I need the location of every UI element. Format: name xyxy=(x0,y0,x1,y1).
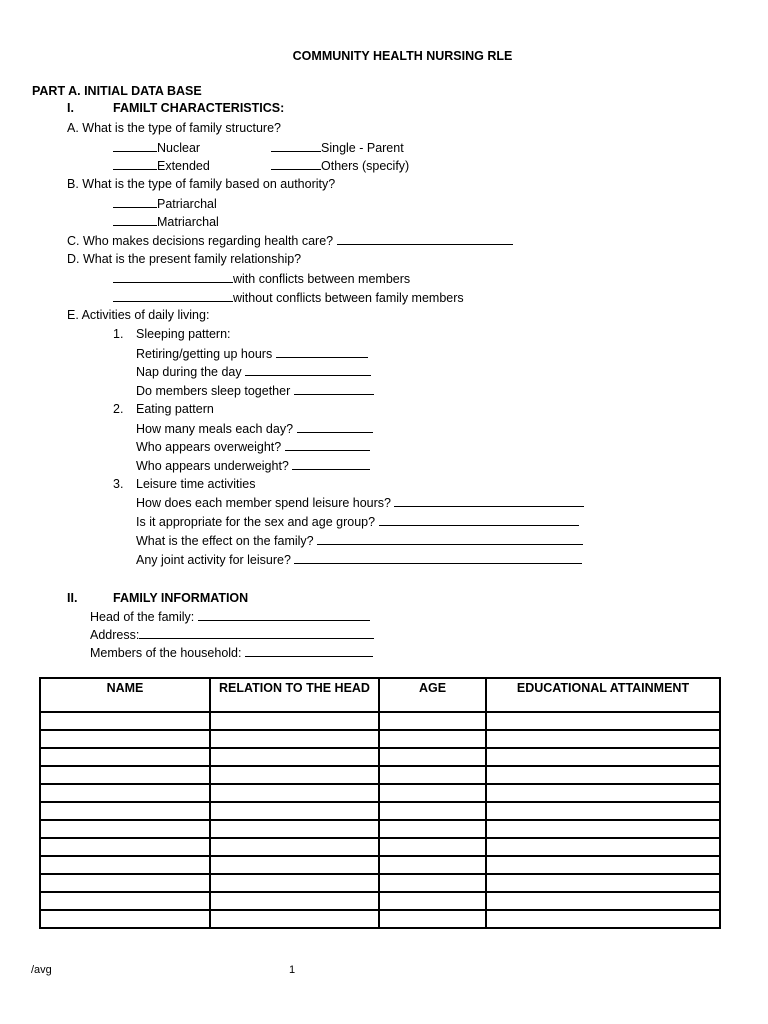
table-row xyxy=(40,838,720,856)
eat-q1-field[interactable] xyxy=(297,421,373,433)
cell-name[interactable] xyxy=(40,874,210,892)
blank-line[interactable] xyxy=(113,214,157,226)
cell-name[interactable] xyxy=(40,892,210,910)
option-without-conflicts[interactable] xyxy=(113,290,464,306)
cell-age[interactable] xyxy=(379,748,486,766)
blank-line[interactable] xyxy=(113,140,157,152)
option-extended-label: Extended xyxy=(157,159,210,173)
table-row xyxy=(40,766,720,784)
cell-name[interactable] xyxy=(40,856,210,874)
part-a-heading: PART A. INITIAL DATA BASE xyxy=(32,84,202,98)
cell-age[interactable] xyxy=(379,712,486,730)
cell-name[interactable] xyxy=(40,712,210,730)
blank-line[interactable] xyxy=(271,158,321,170)
blank-line[interactable] xyxy=(113,196,157,208)
cell-age[interactable] xyxy=(379,730,486,748)
option-with-conflicts[interactable] xyxy=(113,271,410,287)
address-label: Address: xyxy=(90,628,140,642)
page-title: COMMUNITY HEALTH NURSING RLE xyxy=(292,49,513,63)
leisure-title: Leisure time activities xyxy=(136,477,256,491)
cell-education[interactable] xyxy=(486,874,720,892)
cell-education[interactable] xyxy=(486,856,720,874)
cell-education[interactable] xyxy=(486,712,720,730)
option-others[interactable] xyxy=(271,158,409,174)
sleep-q1-label: Retiring/getting up hours xyxy=(136,347,273,361)
cell-name[interactable] xyxy=(40,784,210,802)
cell-age[interactable] xyxy=(379,766,486,784)
cell-age[interactable] xyxy=(379,910,486,928)
leisure-q1-label: How does each member spend leisure hours? xyxy=(136,496,391,510)
cell-relation[interactable] xyxy=(210,838,379,856)
cell-name[interactable] xyxy=(40,730,210,748)
address xyxy=(90,627,374,643)
sleep-q2-field[interactable] xyxy=(245,364,371,376)
cell-name[interactable] xyxy=(40,820,210,838)
column-header-education: EDUCATIONAL ATTAINMENT xyxy=(486,678,720,712)
table-row xyxy=(40,874,720,892)
cell-education[interactable] xyxy=(486,910,720,928)
question-e: E. Activities of daily living: xyxy=(67,308,210,322)
question-d: D. What is the present family relationship? xyxy=(67,252,302,266)
question-b: B. What is the type of family based on authority? xyxy=(67,177,336,191)
address-field[interactable] xyxy=(139,627,374,639)
option-nuclear[interactable] xyxy=(113,140,200,156)
cell-relation[interactable] xyxy=(210,766,379,784)
blank-line[interactable] xyxy=(271,140,321,152)
option-patriarchal[interactable] xyxy=(113,196,217,212)
leisure-q3-field[interactable] xyxy=(317,533,583,545)
leisure-q2 xyxy=(136,514,579,530)
leisure-q4-label: Any joint activity for leisure? xyxy=(136,553,291,567)
cell-education[interactable] xyxy=(486,784,720,802)
cell-age[interactable] xyxy=(379,838,486,856)
cell-age[interactable] xyxy=(379,820,486,838)
sleep-title: Sleeping pattern: xyxy=(136,327,231,341)
option-with-conflicts-label: with conflicts between members xyxy=(233,272,411,286)
section2-numeral: II. xyxy=(67,591,78,605)
cell-age[interactable] xyxy=(379,802,486,820)
household-members xyxy=(90,645,373,661)
blank-line[interactable] xyxy=(113,158,157,170)
cell-name[interactable] xyxy=(40,748,210,766)
column-header-age: AGE xyxy=(379,678,486,712)
leisure-q3-label: What is the effect on the family? xyxy=(136,534,314,548)
eat-q2-label: Who appears overweight? xyxy=(136,440,282,454)
table-row xyxy=(40,712,720,730)
cell-education[interactable] xyxy=(486,892,720,910)
leisure-q4-field[interactable] xyxy=(294,552,582,564)
column-header-relation: RELATION TO THE HEAD xyxy=(210,678,379,712)
sleep-q2-label: Nap during the day xyxy=(136,365,242,379)
cell-name[interactable] xyxy=(40,802,210,820)
eat-q1-label: How many meals each day? xyxy=(136,422,294,436)
option-patriarchal-label: Patriarchal xyxy=(157,197,217,211)
sleep-q3-label: Do members sleep together xyxy=(136,384,291,398)
table-row xyxy=(40,730,720,748)
leisure-q1-field[interactable] xyxy=(394,495,584,507)
sleep-q2 xyxy=(136,364,371,380)
table-row xyxy=(40,784,720,802)
table-row xyxy=(40,802,720,820)
cell-relation[interactable] xyxy=(210,856,379,874)
table-row xyxy=(40,892,720,910)
cell-education[interactable] xyxy=(486,802,720,820)
eat-q3-label: Who appears underweight? xyxy=(136,459,289,473)
cell-age[interactable] xyxy=(379,874,486,892)
question-c-label: C. Who makes decisions regarding health care? xyxy=(67,234,334,248)
sleep-q3-field[interactable] xyxy=(294,383,374,395)
cell-education[interactable] xyxy=(486,766,720,784)
cell-relation[interactable] xyxy=(210,712,379,730)
sleep-number: 1. xyxy=(113,327,124,341)
head-of-family-label: Head of the family: xyxy=(90,610,195,624)
cell-relation[interactable] xyxy=(210,820,379,838)
household-members-label: Members of the household: xyxy=(90,646,242,660)
table-row xyxy=(40,820,720,838)
option-single-parent[interactable] xyxy=(271,140,404,156)
household-table xyxy=(39,677,721,929)
table-row xyxy=(40,748,720,766)
leisure-q4 xyxy=(136,552,582,568)
column-header-name: NAME xyxy=(40,678,210,712)
cell-name[interactable] xyxy=(40,838,210,856)
cell-education[interactable] xyxy=(486,820,720,838)
cell-relation[interactable] xyxy=(210,802,379,820)
cell-relation[interactable] xyxy=(210,784,379,802)
blank-line[interactable] xyxy=(113,290,233,302)
sleep-q1 xyxy=(136,346,368,362)
cell-education[interactable] xyxy=(486,838,720,856)
eat-title: Eating pattern xyxy=(136,402,214,416)
section2-heading: FAMILY INFORMATION xyxy=(113,591,249,605)
option-nuclear-label: Nuclear xyxy=(157,141,201,155)
eat-q1 xyxy=(136,421,373,437)
blank-line[interactable] xyxy=(113,271,233,283)
option-extended[interactable] xyxy=(113,158,210,174)
section1-heading: FAMILT CHARACTERISTICS: xyxy=(113,101,285,115)
option-without-conflicts-label: without conflicts between family members xyxy=(233,291,464,305)
cell-education[interactable] xyxy=(486,748,720,766)
option-single-parent-label: Single - Parent xyxy=(321,141,404,155)
question-a: A. What is the type of family structure? xyxy=(67,121,281,135)
leisure-number: 3. xyxy=(113,477,124,491)
leisure-q2-field[interactable] xyxy=(379,514,579,526)
sleep-q1-field[interactable] xyxy=(276,346,368,358)
cell-age[interactable] xyxy=(379,856,486,874)
cell-name[interactable] xyxy=(40,910,210,928)
page-number: 1 xyxy=(289,964,296,976)
section1-numeral: I. xyxy=(67,101,74,115)
question-c xyxy=(67,233,513,249)
option-others-label: Others (specify) xyxy=(321,159,410,173)
cell-relation[interactable] xyxy=(210,874,379,892)
option-matriarchal-label: Matriarchal xyxy=(157,215,219,229)
table-row xyxy=(40,910,720,928)
leisure-q3 xyxy=(136,533,583,549)
sleep-q3 xyxy=(136,383,374,399)
decision-maker-field[interactable] xyxy=(337,233,513,245)
eat-q2 xyxy=(136,439,370,455)
cell-relation[interactable] xyxy=(210,748,379,766)
leisure-q2-label: Is it appropriate for the sex and age group? xyxy=(136,515,376,529)
table-row xyxy=(40,856,720,874)
cell-age[interactable] xyxy=(379,784,486,802)
household-members-field[interactable] xyxy=(245,645,373,657)
eat-q3 xyxy=(136,458,370,474)
eat-number: 2. xyxy=(113,402,124,416)
head-of-family xyxy=(90,609,370,625)
cell-relation[interactable] xyxy=(210,892,379,910)
option-matriarchal[interactable] xyxy=(113,214,219,230)
leisure-q1 xyxy=(136,495,584,511)
cell-relation[interactable] xyxy=(210,910,379,928)
head-of-family-field[interactable] xyxy=(198,609,370,621)
cell-relation[interactable] xyxy=(210,730,379,748)
cell-name[interactable] xyxy=(40,766,210,784)
eat-q3-field[interactable] xyxy=(292,458,370,470)
footer-initials: /avg xyxy=(31,964,52,976)
table-header-row xyxy=(40,678,720,712)
cell-age[interactable] xyxy=(379,892,486,910)
cell-education[interactable] xyxy=(486,730,720,748)
eat-q2-field[interactable] xyxy=(285,439,370,451)
